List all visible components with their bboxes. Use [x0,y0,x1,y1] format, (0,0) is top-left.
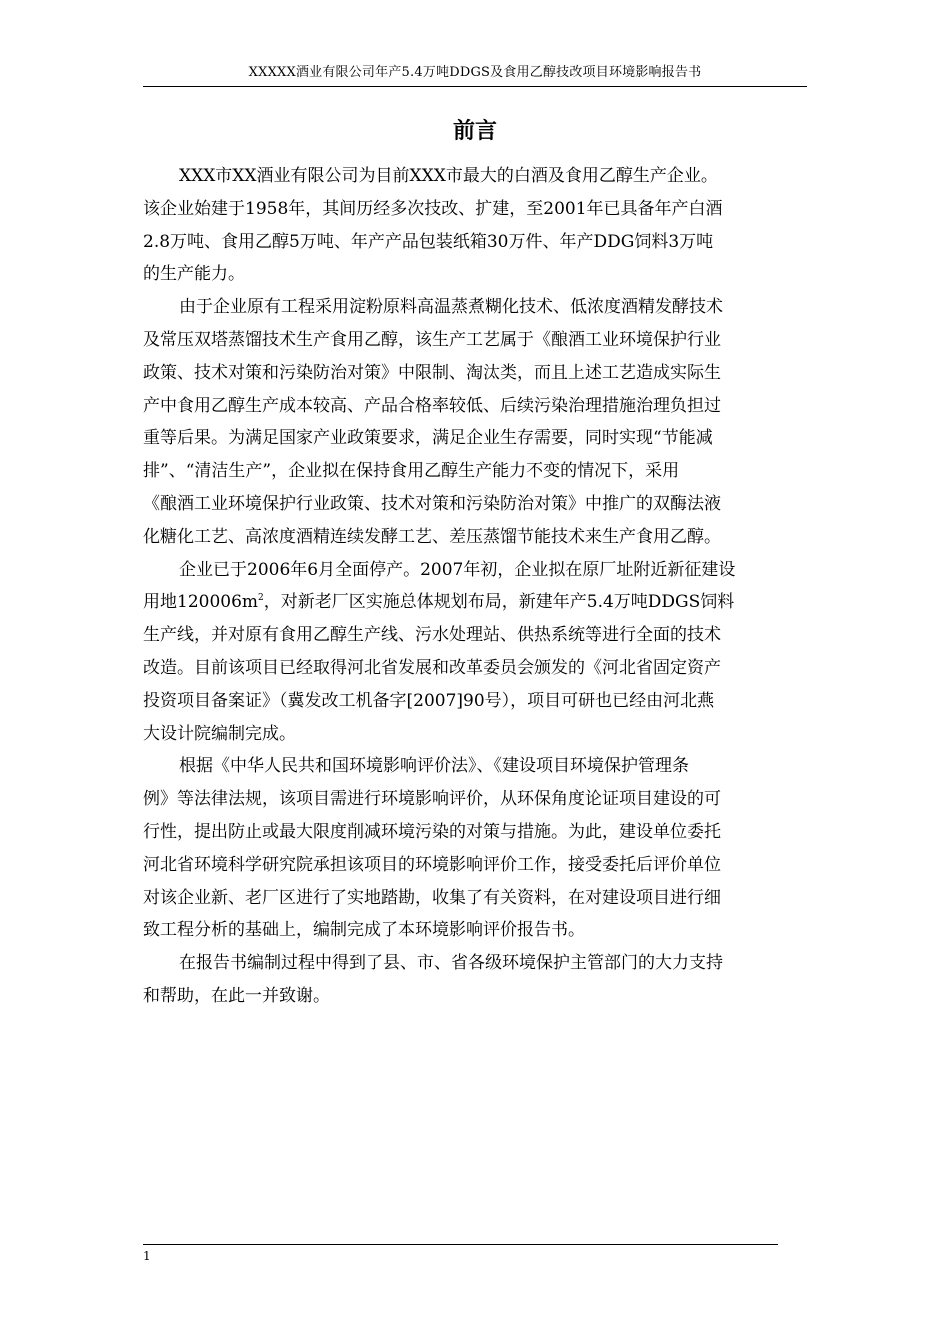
text-line: 致工程分析的基础上，编制完成了本环境影响评价报告书。 [143,920,585,941]
text-line: 和帮助，在此一并致谢。 [143,985,330,1006]
superscript: 2 [258,593,264,604]
text-line: 排”、“清洁生产”，企业拟在保持食用乙醇生产能力不变的情况下，采用 [143,461,680,482]
text-line: XXX市XX酒业有限公司为目前XXX市最大的白酒及食用乙醇生产企业。 [179,166,718,186]
text-line: 大设计院编制完成。 [143,723,296,744]
text-line: 产中食用乙醇生产成本较高、产品合格率较低、后续污染治理措施治理负担过 [143,395,721,416]
paragraph-company-intro [143,160,818,291]
text-line: 的生产能力。 [143,264,245,285]
running-header: XXXXX酒业有限公司年产5.4万吨DDGS及食用乙醇技改项目环境影响报告书 [248,65,702,80]
footer-divider [143,1244,778,1245]
text-line: 重等后果。为满足国家产业政策要求，满足企业生存需要，同时实现“节能减 [143,428,713,449]
page-number: 1 [143,1249,151,1263]
text-line: 该企业始建于1958年，其间历经多次技改、扩建，至2001年已具备年产白酒 [143,198,723,219]
header-divider [143,86,807,87]
text-line: 化糖化工艺、高浓度酒精连续发酵工艺、差压蒸馏节能技术来生产食用乙醇。 [143,526,721,547]
paragraph-legal-basis [143,750,818,947]
text-line: 根据《中华人民共和国环境影响评价法》、《建设项目环境保护管理条 [179,756,689,777]
text-line: 2.8万吨、食用乙醇5万吨、年产产品包装纸箱30万件、年产DDG饲料3万吨 [143,231,714,252]
text-line: 政策、技术对策和污染防治对策》中限制、淘汰类，而且上述工艺造成实际生 [143,362,721,383]
paragraph-acknowledgement [143,947,818,1013]
text-fragment: ，对新老厂区实施总体规划布局，新建年产5.4万吨DDGS饲料 [263,592,735,613]
text-line: 对该企业新、老厂区进行了实地踏勘，收集了有关资料，在对建设项目进行细 [143,887,721,908]
paragraph-project-status [143,554,818,751]
text-line: 行性，提出防止或最大限度削减环境污染的对策与措施。为此，建设单位委托 [143,821,721,842]
text-line: 《酿酒工业环境保护行业政策、技术对策和污染防治对策》中推广的双酶法液 [143,493,721,514]
text-line [143,586,818,619]
document-body [143,160,818,1013]
text-line: 企业已于2006年6月全面停产。2007年初，企业拟在原厂址附近新征建设 [179,559,736,580]
text-line: 例》等法律法规，该项目需进行环境影响评价，从环保角度论证项目建设的可 [143,789,721,810]
text-line: 投资项目备案证》（冀发改工机备字[2007]90号），项目可研也已经由河北燕 [143,690,715,711]
text-line: 及常压双塔蒸馏技术生产食用乙醇，该生产工艺属于《酿酒工业环境保护行业 [143,329,721,350]
text-line: 河北省环境科学研究院承担该项目的环境影响评价工作，接受委托后评价单位 [143,854,721,875]
text-line: 改造。目前该项目已经取得河北省发展和改革委员会颁发的《河北省固定资产 [143,657,721,678]
text-line: 由于企业原有工程采用淀粉原料高温蒸煮糊化技术、低浓度酒精发酵技术 [179,297,723,318]
paragraph-process-background [143,291,818,553]
text-fragment: 用地120006m [143,592,259,613]
text-line: 在报告书编制过程中得到了县、市、省各级环境保护主管部门的大力支持 [179,953,723,974]
page-title: 前言 [452,118,497,144]
text-line: 生产线，并对原有食用乙醇生产线、污水处理站、供热系统等进行全面的技术 [143,625,721,646]
